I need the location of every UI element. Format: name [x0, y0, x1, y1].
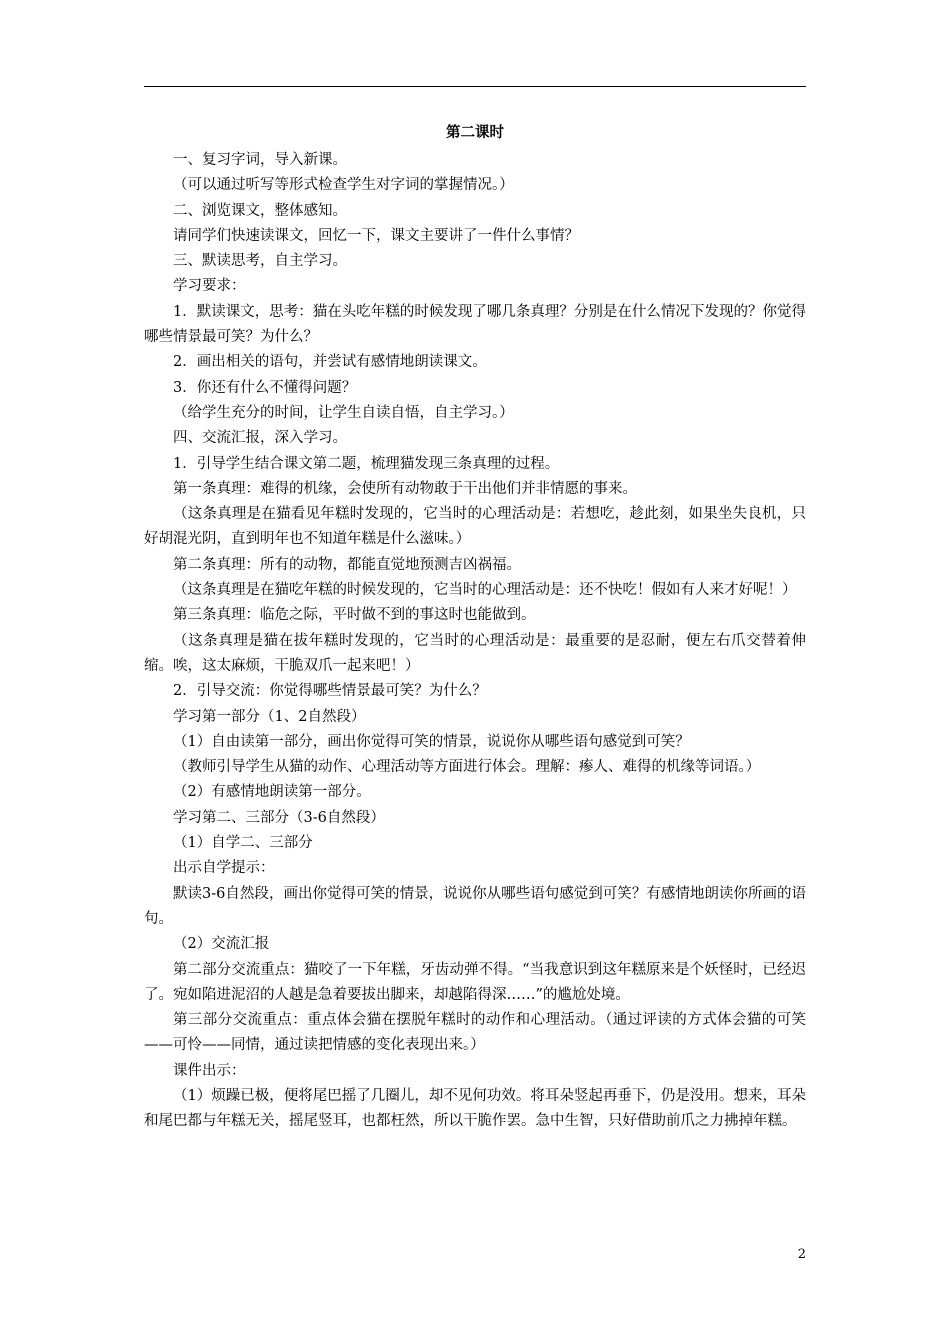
paragraph: （给学生充分的时间，让学生自读自悟，自主学习。） — [173, 404, 514, 421]
paragraph: 一、复习字词，导入新课。 — [173, 152, 347, 168]
paragraph: 学习第一部分（1、2自然段） — [173, 708, 366, 725]
paragraph: 第一条真理：难得的机缘，会使所有动物敢于干出他们并非情愿的事来。 — [173, 480, 637, 497]
paragraph: （这条真理是在猫看见年糕时发现的，它当时的心理活动是：若想吃，趁此刻，如果坐失良机，只好胡混光阴，直到明年也不知道年糕是什么滋味。） — [144, 506, 806, 548]
paragraph: （这条真理是猫在拔年糕时发现的，它当时的心理活动是：最重要的是忍耐，便左右爪交替着伸缩。唉，这太麻烦，干脆双爪一起来吧！） — [144, 632, 806, 674]
paragraph: 1．引导学生结合课文第二题，梳理猫发现三条真理的过程。 — [173, 455, 560, 472]
paragraph: 第三条真理：临危之际，平时做不到的事这时也能做到。 — [173, 607, 536, 624]
paragraph: （教师引导学生从猫的动作、心理活动等方面进行体会。理解：瘆人、难得的机缘等词语。） — [173, 759, 761, 776]
paragraph: 学习要求： — [173, 278, 246, 295]
page-title: 第二课时 — [446, 125, 504, 141]
paragraph: （1）自学二、三部分 — [173, 835, 313, 852]
paragraph: 默读3-6自然段，画出你觉得可笑的情景，说说你从哪些语句感觉到可笑？有感情地朗读你所画的语句。 — [144, 885, 806, 927]
paragraph: （2）有感情地朗读第一部分。 — [173, 784, 371, 801]
paragraph: 四、交流汇报，深入学习。 — [173, 430, 347, 447]
paragraph: （这条真理是在猫吃年糕的时候发现的，它当时的心理活动是：还不快吃！假如有人来才好呢！） — [173, 582, 797, 599]
paragraph: 第三部分交流重点：重点体会猫在摆脱年糕时的动作和心理活动。（通过评读的方式体会猫的可笑——可怜——同情，通过读把情感的变化表现出来。） — [144, 1012, 806, 1054]
paragraph: （1）烦躁已极，便将尾巴摇了几圈儿，却不见何功效。将耳朵竖起再垂下，仍是没用。想来，耳朵和尾巴都与年糕无关，摇尾竖耳，也都枉然，所以干脆作罢。急中生智，只好借助前爪之力拂掉年糕。 — [144, 1087, 806, 1130]
paragraph: 第二部分交流重点：猫咬了一下年糕，牙齿动弹不得。“当我意识到这年糕原来是个妖怪时，已经迟了。宛如陷进泥沼的人越是急着要拔出脚来，却越陷得深……”的尴尬处境。 — [144, 961, 806, 1003]
header-rule — [144, 86, 806, 87]
paragraph: （可以通过听写等形式检查学生对字词的掌握情况。） — [173, 177, 514, 194]
body-text — [144, 148, 806, 1135]
paragraph: 课件出示： — [173, 1062, 246, 1079]
paragraph: 3．你还有什么不懂得问题？ — [173, 379, 357, 396]
paragraph: 1．默读课文，思考：猫在头吃年糕的时候发现了哪几条真理？分别是在什么情况下发现的？你觉得哪些情景最可笑？为什么？ — [144, 303, 806, 346]
paragraph: 二、浏览课文，整体感知。 — [173, 202, 347, 219]
paragraph: 学习第二、三部分（3-6自然段） — [173, 809, 385, 826]
paragraph: 2．画出相关的语句，并尝试有感情地朗读课文。 — [173, 354, 487, 371]
paragraph: 出示自学提示： — [173, 860, 275, 877]
paragraph: （1）自由读第一部分，画出你觉得可笑的情景，说说你从哪些语句感觉到可笑？ — [173, 733, 690, 750]
paragraph: 2．引导交流：你觉得哪些情景最可笑？为什么？ — [173, 683, 487, 700]
paragraph: 第二条真理：所有的动物，都能直觉地预测吉凶祸福。 — [173, 556, 521, 573]
paragraph: 三、默读思考，自主学习。 — [173, 253, 347, 270]
page-number: 2 — [797, 1247, 806, 1262]
paragraph: 请同学们快速读课文，回忆一下，课文主要讲了一件什么事情？ — [173, 227, 579, 244]
paragraph: （2）交流汇报 — [173, 936, 270, 953]
